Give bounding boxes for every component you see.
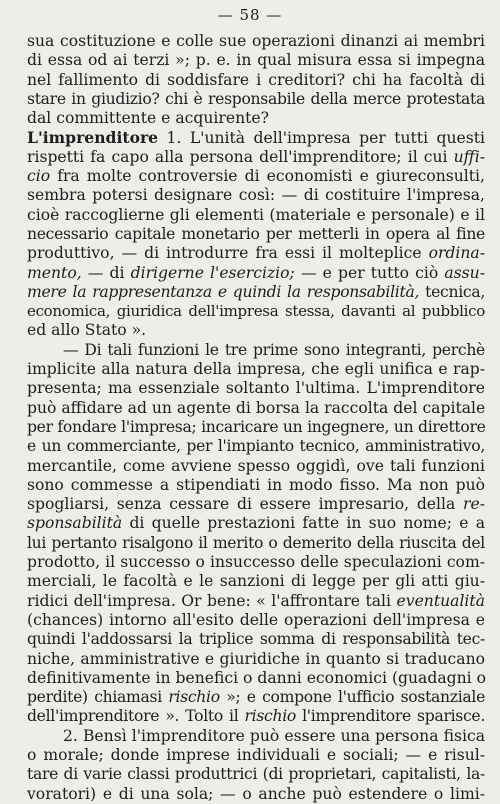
italic-text: mere la rappresentanza e quindi la responsabilità, (27, 282, 420, 301)
text-line (27, 476, 485, 495)
text-segment: — e per tutto ciò (294, 263, 445, 282)
text-segment: mercantile, come avviene spesso oggidì, ove tali funzioni (27, 456, 485, 475)
text-line (27, 90, 485, 109)
text-segment: definitivamente in benefici o danni economici (guadagni o (27, 668, 486, 687)
text-line (27, 727, 485, 746)
text-segment: di quelle prestazioni fatte in suo nome; e a (122, 514, 485, 533)
text-line (27, 167, 485, 186)
text-segment: ridici dell'impresa. Or bene: « l'affrontare tali (27, 591, 397, 610)
text-line (27, 225, 485, 244)
text-segment: dal committente e acquirente? (27, 109, 269, 128)
text-segment: niche, amministrative e giuridiche in quanto si traducano (27, 649, 485, 668)
text-segment: può affidare ad un agente di borsa la raccolta del capitale (27, 398, 486, 417)
text-line (27, 206, 485, 225)
italic-text: rischio (244, 707, 297, 726)
text-line (27, 611, 485, 630)
text-segment: di essa od ai terzi »; p. e. in qual misura essa si impegna (27, 51, 485, 70)
text-line (27, 321, 485, 340)
text-segment: prodotto, il successo o insuccesso delle speculazioni com- (27, 553, 485, 572)
text-line (27, 186, 485, 205)
text-line (27, 341, 485, 360)
page-number: — 58 — (217, 6, 283, 24)
text-line (27, 688, 485, 707)
text-segment: e un commerciante, per l'impianto tecnico, amministrativo, (27, 437, 485, 456)
italic-text: cio (27, 167, 51, 186)
text-line (27, 592, 485, 611)
text-segment: cioè raccoglierne gli elementi (materiale e personale) e il (27, 205, 485, 224)
text-segment: spogliarsi, senza cessare di essere impresario, della (27, 495, 464, 514)
text-line (27, 746, 485, 765)
text-segment: lui pertanto risalgono il merito o demerito della riuscita del (27, 533, 485, 552)
text-line (27, 302, 485, 321)
text-line (27, 707, 485, 726)
text-segment: 2. Bensì l'imprenditore può essere una persona fisica (63, 726, 485, 745)
text-line (27, 32, 485, 51)
text-segment: 1. L'unità dell'impresa per tutti questi (158, 129, 485, 148)
text-segment: produttivo, — di introdurre fra essi il molteplice (27, 244, 429, 263)
text-segment: implicite alla natura della impresa, che egli unifica e rap- (27, 360, 485, 379)
text-line (27, 630, 485, 649)
text-line (27, 514, 485, 533)
text-line (27, 437, 485, 456)
text-segment: — Di tali funzioni le tre prime sono integranti, perchè (63, 340, 485, 359)
text-line (27, 109, 485, 128)
text-line (27, 785, 485, 804)
text-line (27, 572, 485, 591)
italic-text: sponsabilità (27, 514, 123, 533)
bold-heading: L'imprenditore (27, 128, 159, 148)
text-segment: »; e compone l'ufficio sostanziale (219, 688, 485, 707)
text-line (27, 283, 485, 302)
text-segment: rispetti fa capo alla persona dell'imprenditore; il cui (27, 147, 454, 166)
italic-text: assu- (444, 263, 485, 282)
italic-text: mento, (27, 263, 82, 282)
italic-text: uffi- (453, 147, 485, 166)
text-segment: perdite) chiamasi (27, 688, 169, 707)
text-line (27, 534, 485, 553)
italic-text: re- (463, 495, 485, 514)
text-segment: tare di varie classi produttrici (di proprietari, capitalisti, la- (27, 765, 485, 784)
text-line (27, 360, 485, 379)
text-line (27, 669, 485, 688)
italic-text: rischio (168, 688, 220, 707)
text-segment: sua costituzione e colle sue operazioni dinanzi ai membri (27, 32, 485, 50)
text-line (27, 244, 485, 263)
text-line (27, 128, 485, 147)
text-line (27, 379, 485, 398)
body-text (27, 32, 485, 804)
text-segment: presenta; ma essenziale soltanto l'ultima. L'imprenditore (27, 379, 485, 398)
text-line (27, 71, 485, 90)
text-segment: quindi l'addossarsi la triplice somma di responsabilità tec- (27, 630, 485, 649)
text-line (27, 399, 485, 418)
text-line (27, 148, 485, 167)
text-segment: ed allo Stato ». (27, 321, 147, 340)
text-line (27, 765, 485, 784)
text-segment: economica, giuridica dell'impresa stessa, davanti al pubblico (27, 302, 485, 321)
italic-text: eventualità (396, 591, 485, 610)
text-segment: dell'imprenditore ». Tolto il (27, 707, 245, 726)
text-segment: o morale; donde imprese individuali e sociali; — e risul- (27, 745, 485, 764)
text-line (27, 51, 485, 70)
text-line (27, 495, 485, 514)
text-line (27, 553, 485, 572)
text-segment: per fondare l'impresa; incaricare un ingegnere, un direttore (27, 417, 486, 436)
text-segment: sono commesse a stipendiati in modo fisso. Ma non può (27, 475, 485, 494)
text-segment: fra molte controversie di economisti e giureconsulti, (50, 167, 485, 186)
text-line (27, 457, 485, 476)
text-segment: necessario capitale monetario per metterli in opera al fine (27, 224, 485, 243)
text-line (27, 650, 485, 669)
text-line (27, 264, 485, 283)
italic-text: dirigerne l'esercizio; (130, 263, 295, 282)
text-segment: nel fallimento di soddisfare i creditori? chi ha facoltà di (27, 70, 485, 89)
text-line (27, 418, 485, 437)
text-segment: merciali, le facoltà e le sanzioni di legge per gli atti giu- (27, 572, 485, 591)
italic-text: ordina- (428, 244, 485, 263)
text-segment: l'imprenditore sparisce. (296, 707, 486, 726)
text-segment: voratori) e di una sola; — o anche può estendere o limi- (27, 784, 485, 803)
text-segment: tecnica, (419, 282, 485, 301)
text-segment: stare in giudizio? chi è responsabile della merce protestata (27, 89, 485, 108)
text-segment: sembra potersi designare così: — di costituire l'impresa, (27, 186, 485, 205)
text-segment: (chances) intorno all'esito delle operazioni dell'impresa e (27, 610, 485, 629)
text-segment: — di (81, 263, 131, 282)
